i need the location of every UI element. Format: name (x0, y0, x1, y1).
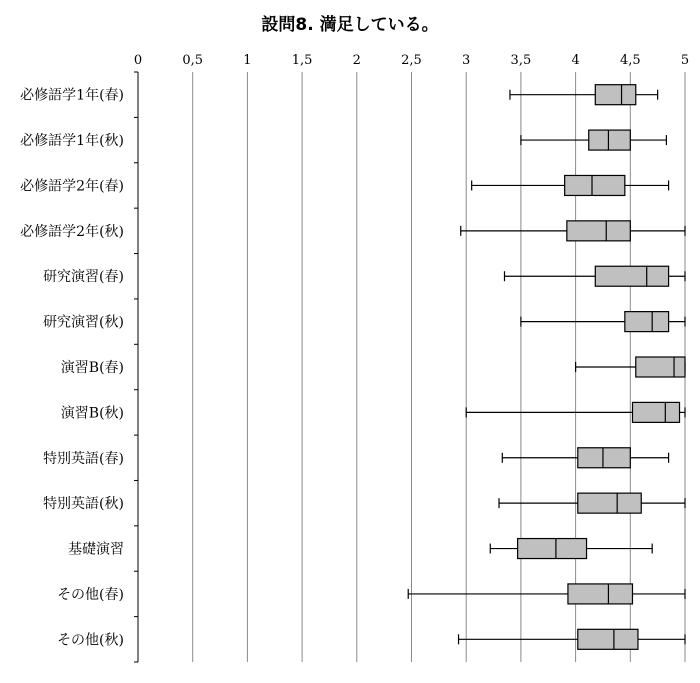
category-label: 必修語学2年(春) (20, 178, 124, 195)
category-label: 基礎演習 (68, 541, 124, 558)
category-label: 研究演習(春) (43, 269, 124, 286)
category-label: その他(春) (57, 586, 124, 603)
x-tick-label: 0,5 (182, 53, 204, 68)
category-label: 特別英語(秋) (43, 496, 124, 513)
iqr-box (518, 539, 587, 559)
category-label: その他(秋) (57, 632, 124, 649)
iqr-box (632, 402, 679, 422)
x-tick-label: 0 (133, 53, 143, 68)
iqr-box (589, 130, 631, 150)
x-tick-label: 3,5 (510, 53, 532, 68)
chart-title: 設問8. 満足している。 (261, 15, 439, 35)
iqr-box (568, 584, 633, 604)
x-tick-label: 1 (243, 53, 252, 68)
category-label: 必修語学1年(秋) (20, 133, 124, 150)
iqr-box (578, 493, 641, 513)
category-label: 研究演習(秋) (43, 314, 124, 331)
x-tick-label: 5 (680, 53, 690, 68)
iqr-box (578, 448, 631, 468)
category-label: 特別英語(春) (43, 450, 124, 467)
category-label: 必修語学1年(春) (20, 87, 124, 104)
x-tick-label: 2,5 (401, 53, 422, 68)
category-label: 演習B(春) (60, 360, 124, 376)
x-tick-label: 4 (571, 53, 580, 68)
iqr-box (565, 175, 625, 195)
iqr-box (567, 221, 630, 241)
iqr-box (595, 85, 635, 105)
iqr-box (625, 312, 669, 332)
x-tick-label: 3 (462, 53, 471, 68)
x-tick-label: 4,5 (619, 53, 641, 68)
iqr-box (595, 266, 668, 286)
x-tick-label: 2 (352, 53, 361, 68)
iqr-box (636, 357, 685, 377)
category-label: 演習B(秋) (60, 405, 124, 422)
iqr-box (578, 629, 638, 649)
x-tick-label: 1,5 (291, 53, 313, 68)
category-label: 必修語学2年(秋) (20, 223, 124, 240)
